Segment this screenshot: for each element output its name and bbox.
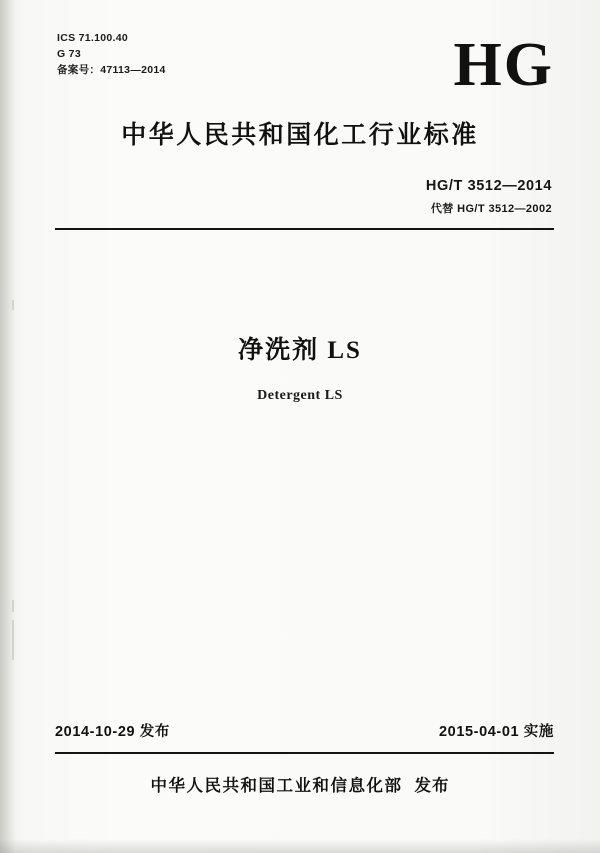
effective-date: 2015-04-01 实施 <box>439 724 554 740</box>
product-title-en: Detergent LS <box>257 388 343 403</box>
standard-number-block <box>426 178 552 216</box>
standard-replaces: 代替 HG/T 3512—2002 <box>430 203 552 215</box>
issuer-line <box>0 772 600 796</box>
header-divider <box>55 228 554 230</box>
ics-block <box>57 30 166 78</box>
scan-artifact-mark <box>12 620 14 660</box>
standard-number: HG/T 3512—2014 <box>425 178 552 194</box>
issue-date: 2014-10-29 发布 <box>55 724 170 740</box>
scan-artifact-mark <box>12 300 14 310</box>
standard-org-title: 中华人民共和国化工行业标准 <box>121 122 479 149</box>
footer-divider <box>55 752 554 754</box>
ics-code: ICS 71.100.40 <box>57 32 129 44</box>
date-row <box>55 720 554 741</box>
scan-artifact-mark <box>12 600 14 612</box>
record-number: 备案号：47113—2014 <box>57 64 166 76</box>
category-code: G 73 <box>57 48 81 60</box>
publish-label: 发布 <box>414 776 450 795</box>
issuer-name: 中华人民共和国工业和信息化部 <box>150 776 403 795</box>
product-title-cn: 净洗剂 LS <box>238 337 362 364</box>
hg-logo-text: HG <box>453 31 554 99</box>
